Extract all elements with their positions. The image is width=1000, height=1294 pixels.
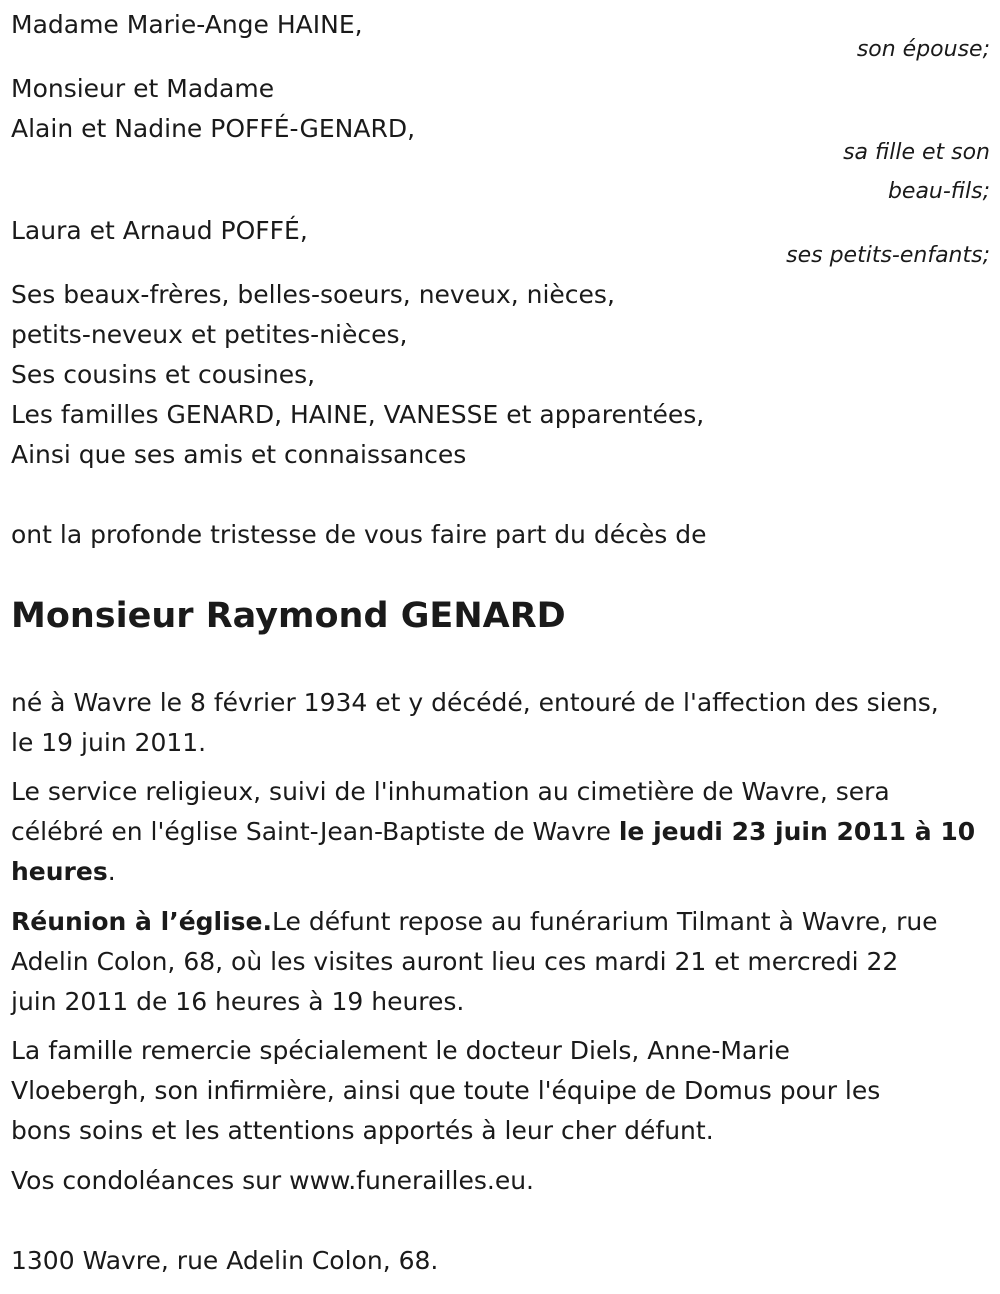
others-line: petits-neveux et petites-nièces, xyxy=(11,320,408,349)
reunion-line-3: juin 2011 de 16 heures à 19 heures. xyxy=(11,987,465,1016)
daughter-line-2: Alain et Nadine POFFÉ-GENARD, xyxy=(11,114,416,143)
birth-line-1: né à Wavre le 8 février 1934 et y décédé, entouré de l'affection des siens, xyxy=(11,688,939,717)
condolences: Vos condoléances sur www.funerailles.eu. xyxy=(11,1166,534,1195)
address: 1300 Wavre, rue Adelin Colon, 68. xyxy=(11,1246,439,1275)
announcement: ont la profonde tristesse de vous faire part du décès de xyxy=(11,520,707,549)
reunion-line-1 xyxy=(11,907,938,937)
thanks-line-3: bons soins et les attentions apportés à leur cher défunt. xyxy=(11,1116,714,1145)
daughter-role-line-1: sa fille et son xyxy=(843,140,990,165)
others-line: Ainsi que ses amis et connaissances xyxy=(11,440,467,469)
others-line: Ses beaux-frères, belles-soeurs, neveux, nièces, xyxy=(11,280,615,309)
reunion-label: Réunion à l’église. xyxy=(11,907,273,936)
service-line-3 xyxy=(11,857,116,887)
service-end: . xyxy=(107,857,116,886)
daughter-role-line-2: beau-fils; xyxy=(887,179,990,204)
service-time: heures xyxy=(11,857,108,886)
service-date: le jeudi 23 juin 2011 à 10 xyxy=(618,817,976,846)
service-line-1: Le service religieux, suivi de l'inhumation au cimetière de Wavre, sera xyxy=(11,777,890,806)
others-line: Ses cousins et cousines, xyxy=(11,360,316,389)
spouse-name: Madame Marie-Ange HAINE, xyxy=(11,10,363,39)
thanks-line-2: Vloebergh, son infirmière, ainsi que toute l'équipe de Domus pour les xyxy=(11,1076,881,1105)
reunion-text: Le défunt repose au funérarium Tilmant à Wavre, rue xyxy=(272,907,938,936)
grandchildren-name: Laura et Arnaud POFFÉ, xyxy=(11,216,308,245)
service-line-2 xyxy=(11,817,975,847)
reunion-line-2: Adelin Colon, 68, où les visites auront lieu ces mardi 21 et mercredi 22 xyxy=(11,947,899,976)
thanks-line-1: La famille remercie spécialement le docteur Diels, Anne-Marie xyxy=(11,1036,790,1065)
others-line: Les familles GENARD, HAINE, VANESSE et apparentées, xyxy=(11,400,705,429)
daughter-line-1: Monsieur et Madame xyxy=(11,74,275,103)
spouse-role: son épouse; xyxy=(856,37,990,62)
service-place: célébré en l'église Saint-Jean-Baptiste de Wavre xyxy=(11,817,619,846)
birth-line-2: le 19 juin 2011. xyxy=(11,728,207,757)
deceased-name: Monsieur Raymond GENARD xyxy=(11,596,566,636)
grandchildren-role: ses petits-enfants; xyxy=(786,243,990,268)
